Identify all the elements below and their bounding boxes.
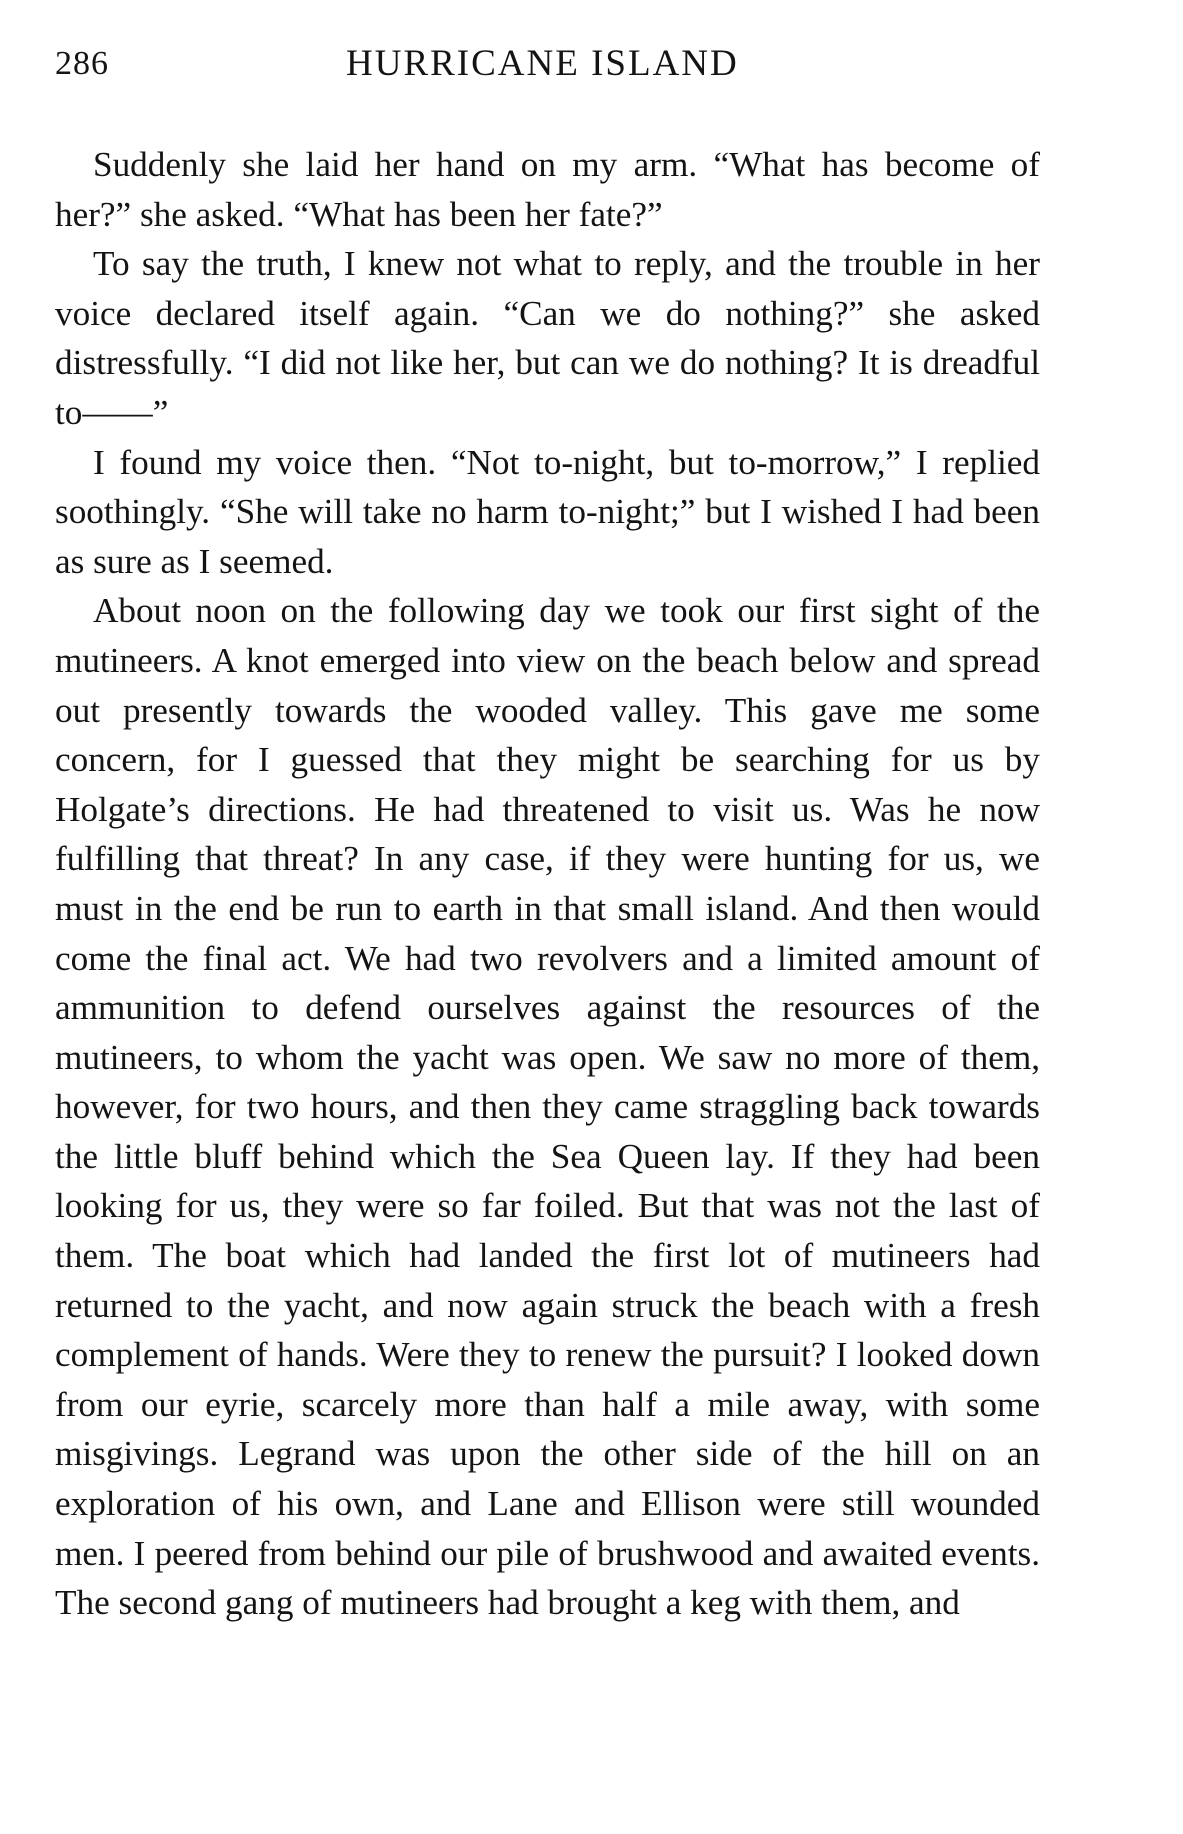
- paragraph-not-to-night: I found my voice then. “Not to-night, but to-morrow,” I replied soothingly. “She will take no harm to-night;” but I wished I had been as sure as I seemed.: [55, 442, 1040, 581]
- body-text: [55, 140, 1040, 1628]
- paragraph-mutineers: About noon on the following day we took our first sight of the mutineers. A knot emerged into view on the beach below and spread out presently towards the wooded valley. This gave me some concern, for I guessed that they might be searching for us by Holgate’s directions. He had threatened to visit us. Was he now fulfilling that threat? In any case, if they were hunting for us, we must in the end be run to earth in that small island. And then would come the final act. We had two revolvers and a limited amount of ammunition to defend ourselves against the resources of the mutineers, to whom the yacht was open. We saw no more of them, however, for two hours, and then they came straggling back towards the little bluff behind which the Sea Queen lay. If they had been looking for us, they were so far foiled. But that was not the last of them. The boat which had landed the first lot of mutineers had returned to the yacht, and now again struck the beach with a fresh complement of hands. Were they to renew the pursuit? I looked down from our eyrie, scarcely more than half a mile away, with some misgivings. Legrand was upon the other side of the hill on an exploration of his own, and Lane and Ellison were still wounded men. I peered from behind our pile of brushwood and awaited events. The second gang of mutineers had brought a keg with them, and: [55, 591, 1040, 1623]
- running-head: [55, 38, 1055, 90]
- running-title: HURRICANE ISLAND: [346, 43, 739, 84]
- paragraph-can-we-do-nothing: To say the truth, I knew not what to reply, and the trouble in her voice declared itself again. “Can we do nothing?” she asked distressfully. “I did not like her, but can we do nothing? It is dreadful to——”: [55, 244, 1040, 432]
- page-number: 286: [55, 45, 109, 82]
- paragraph-her-fate: Suddenly she laid her hand on my arm. “What has become of her?” she asked. “What has been her fate?”: [55, 145, 1040, 234]
